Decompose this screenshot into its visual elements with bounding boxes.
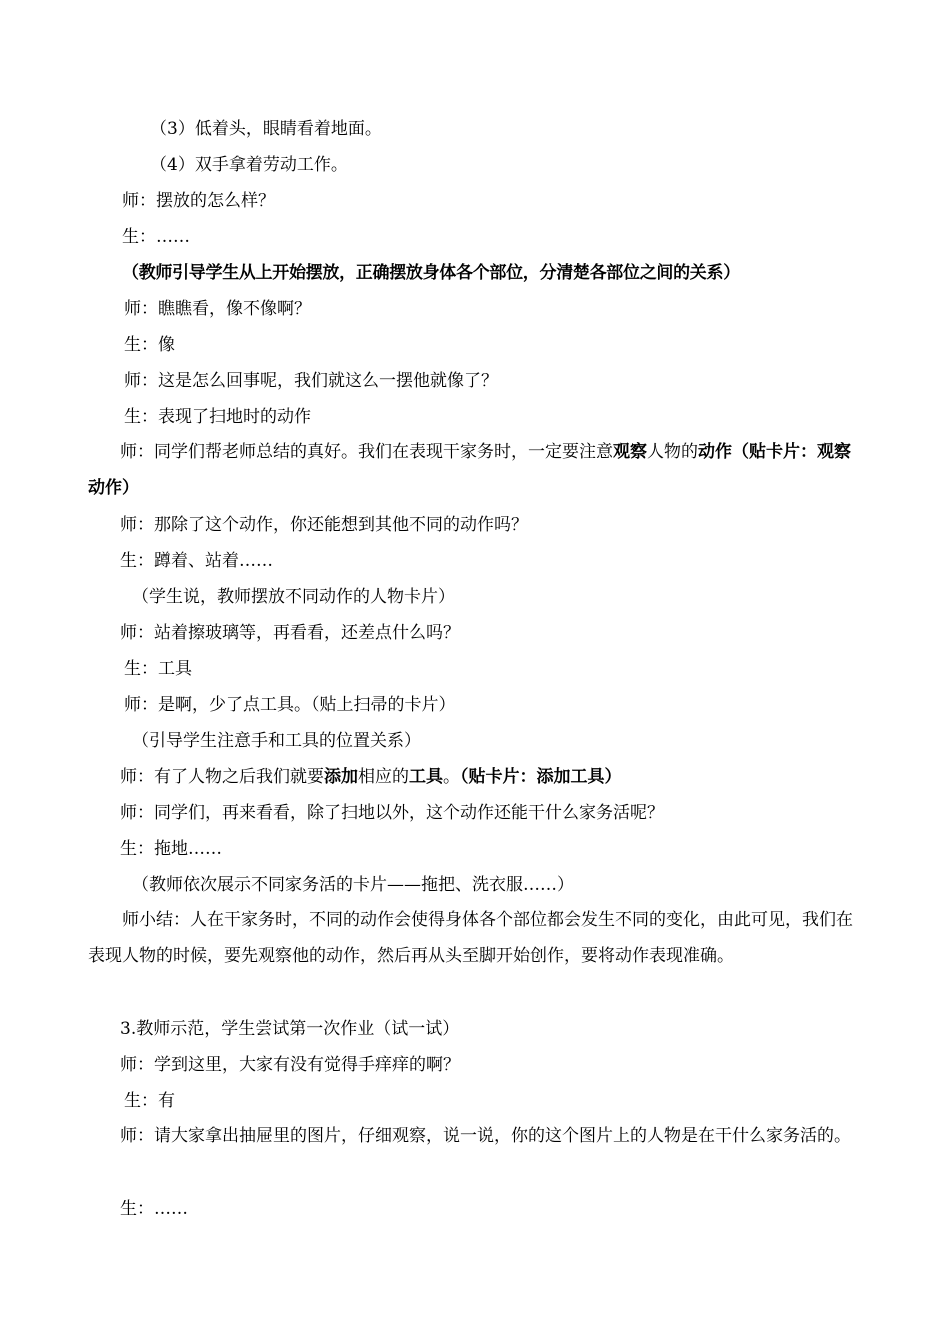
text-line xyxy=(124,407,864,427)
text-line xyxy=(122,191,862,211)
text-run: 师：那除了这个动作，你还能想到其他不同的动作吗？ xyxy=(120,515,528,535)
text-line xyxy=(120,623,860,643)
text-run: （引导学生注意手和工具的位置关系） xyxy=(132,731,421,751)
text-line xyxy=(132,731,862,751)
text-run-bold: 工具 xyxy=(409,767,443,787)
text-run: （学生说，教师摆放不同动作的人物卡片） xyxy=(132,587,455,607)
text-run: 生：…… xyxy=(120,1199,188,1219)
text-line xyxy=(132,587,862,607)
text-run: 师：同学们，再来看看，除了扫地以外，这个动作还能干什么家务活呢？ xyxy=(120,803,664,823)
text-run: 。 xyxy=(443,767,460,787)
text-line xyxy=(124,695,864,715)
text-line xyxy=(122,227,862,247)
text-run-bold: （贴卡片：添加工具） xyxy=(460,767,622,787)
text-run: 师：请大家拿出抽屉里的图片，仔细观察，说一说，你的这个图片上的人物是在干什么家务活的。 xyxy=(120,1126,851,1146)
text-run: （3）低着头，眼睛看着地面。 xyxy=(150,119,382,139)
text-run: 生：有 xyxy=(124,1091,175,1111)
text-run: 生：…… xyxy=(122,227,190,247)
text-run: 生：蹲着、站着…… xyxy=(120,551,273,571)
text-line xyxy=(124,335,864,355)
text-run-bold: （贴卡片：观察动作） xyxy=(88,442,851,498)
text-run: 生：像 xyxy=(124,335,175,355)
text-line xyxy=(124,1091,864,1111)
text-paragraph xyxy=(88,434,864,506)
text-run-bold: 添加 xyxy=(324,767,358,787)
text-run: 师：瞧瞧看，像不像啊？ xyxy=(124,299,311,319)
text-line xyxy=(120,1199,860,1219)
text-run-bold: 观察 xyxy=(613,442,647,462)
text-run: 3.教师示范，学生尝试第一次作业（试一试） xyxy=(120,1019,460,1039)
text-run: 师：是啊，少了点工具。（贴上扫帚的卡片） xyxy=(124,695,456,715)
text-line xyxy=(120,1055,860,1075)
text-line xyxy=(120,1019,860,1039)
text-line xyxy=(122,263,862,283)
text-line xyxy=(124,299,864,319)
text-line xyxy=(124,371,864,391)
text-run: （教师引导学生从上开始摆放，正确摆放身体各个部位，分清楚各部位之间的关系） xyxy=(122,263,740,283)
text-line xyxy=(150,155,860,175)
text-line xyxy=(124,659,864,679)
text-run: 生：工具 xyxy=(124,659,192,679)
text-line xyxy=(120,767,860,787)
text-run: （4）双手拿着劳动工作。 xyxy=(150,155,348,175)
text-run: 师小结：人在干家务时，不同的动作会使得身体各个部位都会发生不同的变化，由此可见，我们在表现人物的时候，要先观察他的动作，然后再从头至脚开始创作，要将动作表现准确。 xyxy=(88,910,853,966)
text-run: 师：这是怎么回事呢，我们就这么一摆他就像了？ xyxy=(124,371,498,391)
text-run: 师：学到这里，大家有没有觉得手痒痒的啊？ xyxy=(120,1055,460,1075)
text-run-bold: 动作 xyxy=(698,442,732,462)
text-run: （教师依次展示不同家务活的卡片——拖把、洗衣服……） xyxy=(132,875,574,895)
text-run: 师：站着擦玻璃等，再看看，还差点什么吗？ xyxy=(120,623,460,643)
text-paragraph xyxy=(88,902,864,974)
text-line xyxy=(150,119,860,139)
text-run: 师：同学们帮老师总结的真好。我们在表现干家务时，一定要注意 xyxy=(120,442,613,462)
text-line xyxy=(120,551,860,571)
text-run: 生：表现了扫地时的动作 xyxy=(124,407,311,427)
text-line xyxy=(120,839,860,859)
text-line xyxy=(120,803,860,823)
text-paragraph xyxy=(88,1118,864,1154)
text-run: 相应的 xyxy=(358,767,409,787)
text-run: 生：拖地…… xyxy=(120,839,222,859)
text-line xyxy=(120,515,860,535)
text-line xyxy=(132,875,862,895)
text-run: 师：摆放的怎么样？ xyxy=(122,191,275,211)
text-run: 师：有了人物之后我们就要 xyxy=(120,767,324,787)
text-run: 人物的 xyxy=(647,442,698,462)
